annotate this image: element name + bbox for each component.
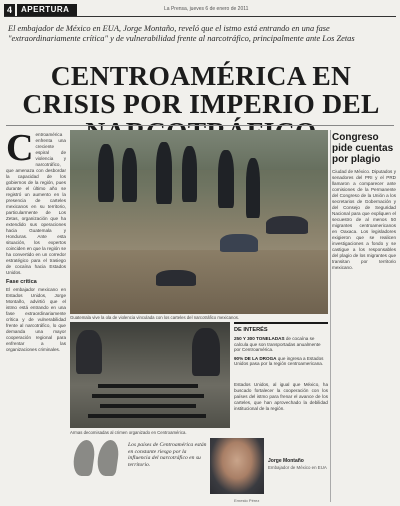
page-number: 4 xyxy=(4,4,15,16)
main-photo xyxy=(70,130,328,314)
dropcap: C xyxy=(6,132,34,169)
article-column-1 xyxy=(6,132,66,502)
section-label: APERTURA xyxy=(17,4,77,16)
quote-speaker-name: Jorge Montaño xyxy=(268,458,304,464)
soldier-figure xyxy=(218,150,234,208)
quote-speaker-role: Embajador de México en EUA xyxy=(268,465,327,470)
quote-text: Los países de Centroamérica están en constante riesgo por la influencia del narcotráfico en su territorio. xyxy=(128,442,207,468)
fact-item xyxy=(234,356,328,367)
subhead: Fase crítica xyxy=(6,279,37,285)
fact-text: que ingresa a Estados Unidos pasa por la región centroamericana. xyxy=(234,355,324,367)
seized-weapon xyxy=(88,414,206,418)
officer-figure xyxy=(76,330,102,374)
fact-item xyxy=(234,336,328,353)
fact-box-title: DE INTERÉS xyxy=(234,327,268,333)
detainee-figure xyxy=(220,234,258,252)
headline: CENTROAMÉRICA EN CRISIS POR IMPERIO DEL xyxy=(22,60,380,119)
sidebar-body: Ciudad de México. Diputados y senadores del PRI y el PRD llamaron a comparecer ante comisiones de la Permanente del Congreso de la Unión a los secretarios de Gobernación y del Consejo de Seguridad Nacional para que expliquen el secuestro de al menos 50 migrantes centroamericanos en Oaxaca. Los legisladores exigieron que se realicen investigaciones a fondo y se castigue a los responsables del plagio de los migrantes que transitan por territorio mexicano. xyxy=(332,169,396,270)
sidebar-story xyxy=(332,132,396,502)
main-photo-caption: Guatemala vive la ola de violencia vinculada con los carteles del narcotráfico mexicanos. xyxy=(70,315,240,320)
quote-mark-icon xyxy=(74,440,122,480)
soldier-figure xyxy=(98,144,114,202)
header-rule xyxy=(4,16,396,17)
dateline: La Prensa, jueves 6 de enero de 2011 xyxy=(164,6,249,12)
soldier-figure xyxy=(182,146,197,202)
sidebar-divider xyxy=(330,130,331,502)
fact-lead: 250 Y 300 TONELADAS xyxy=(234,336,285,341)
secondary-photo xyxy=(70,322,230,428)
soldier-figure xyxy=(246,158,260,218)
speaker-portrait xyxy=(210,438,264,494)
fact-lead: 90% DE LA DROGA xyxy=(234,355,277,361)
photo-ground xyxy=(70,250,328,314)
secondary-photo-caption: Armas decomisadas al crimen organizado en Centroamérica. xyxy=(70,430,187,435)
page-header xyxy=(4,4,396,16)
seized-weapon xyxy=(100,404,196,408)
deck: El embajador de México en EUA, Jorge Montaño, reveló que el istmo está entrando en una fase "extraordinariamente crítica" y de vulnerabilidad frente al narcotráfico, principalmente ante Los Zetas xyxy=(8,24,355,43)
seized-weapon xyxy=(98,384,198,388)
detainee-figure xyxy=(266,216,308,234)
soldier-figure xyxy=(156,142,172,204)
officer-figure xyxy=(192,328,220,376)
fact-text: de cocaína se calcula que son transportadas anualmente por Centroamérica. xyxy=(234,336,321,353)
article-column-3: Estados Unidos, al igual que México, ha buscado fortalecer la cooperación con los países del istmo para frenar el avance de los carteles, que han aprovechado la debilidad institucional de la región. xyxy=(234,382,328,411)
seized-weapon xyxy=(92,394,204,398)
article-body: El embajador mexicano en Estados Unidos, Jorge Montaño, advirtió que el istmo está entrando en una fase extraordinariamente crítica y de vulnerabilidad frente al narcotráfico, lo que demanda una mayor cooperación regional para enfrentar a las organizaciones criminales. xyxy=(6,287,66,352)
headline-rule xyxy=(6,125,394,126)
sidebar-title: Congreso pide cuentas por plagio xyxy=(332,132,394,165)
pull-quote xyxy=(70,438,330,502)
article-lead: entroamérica enfrenta una creciente espiral de violencia y narcotráfico, que amenaza con desbordar la capacidad de los gobiernos de la región, pues durante el último año se registró un aumento en la presencia de carteles mexicanos en su territorio, particularmente de Los Zetas, organización que ha extendido sus operaciones hacia Guatemala y Honduras. Ante esta situación, los expertos coinciden en que la región se ha convertido en un corredor estratégico para el trasiego de cocaína hacia Estados Unidos. xyxy=(6,132,66,275)
soldier-figure xyxy=(122,148,137,202)
detainee-figure xyxy=(156,270,196,286)
byline: Ernesto Pérez xyxy=(234,498,260,503)
